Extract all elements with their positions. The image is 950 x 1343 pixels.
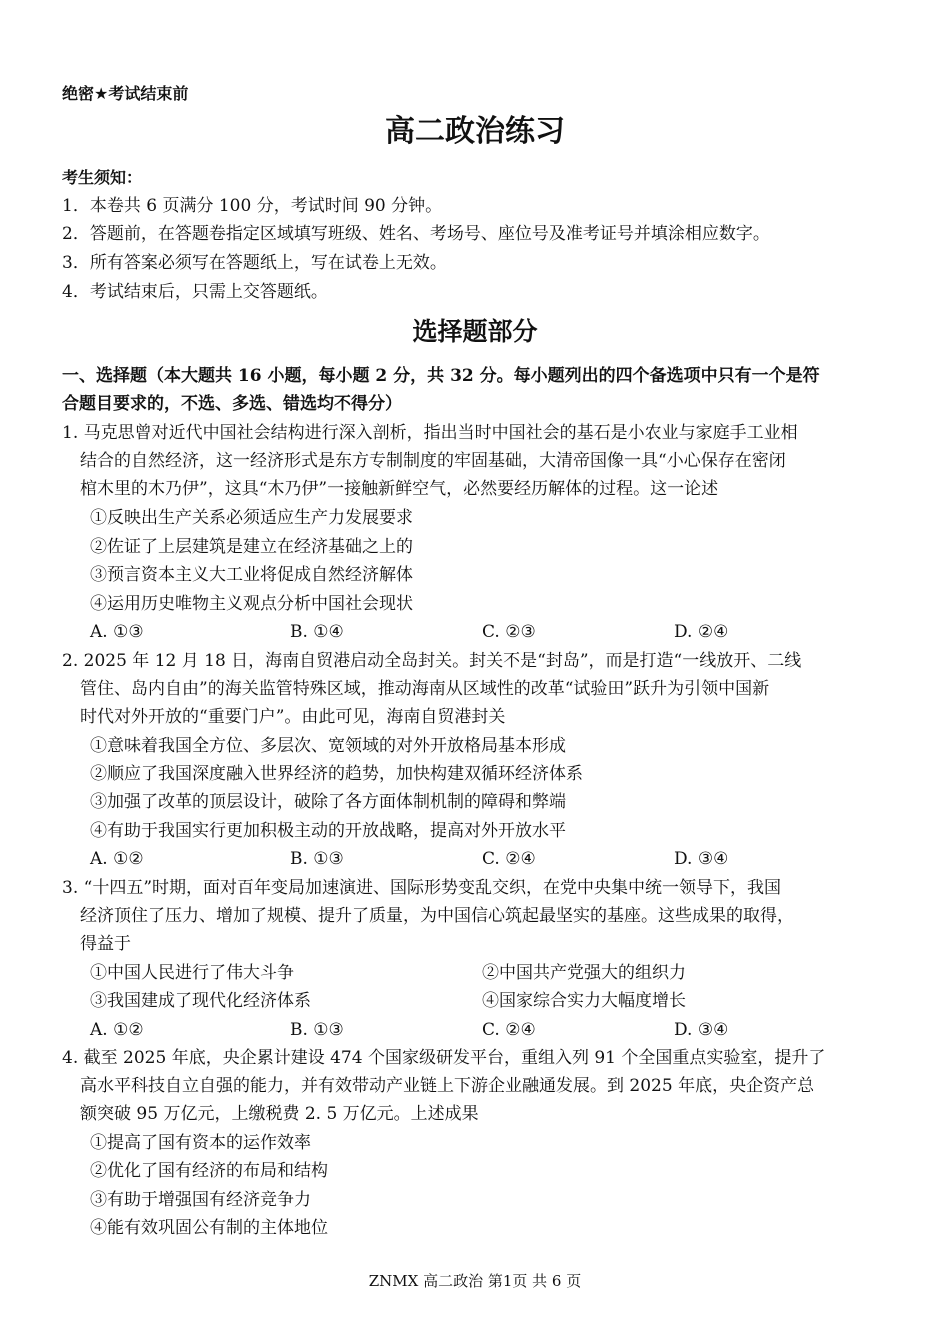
choice-a: A. ①③: [90, 622, 144, 642]
statement: ①提高了国有资本的运作效率: [90, 1133, 311, 1153]
choice-d: D. ③④: [674, 1020, 729, 1040]
statement: ④国家综合实力大幅度增长: [482, 991, 686, 1011]
question-stem: 3. “十四五”时期，面对百年变局加速演进、国际形势变乱交织，在党中央集中统一领导下，我国: [62, 878, 782, 898]
question-stem: 结合的自然经济，这一经济形式是东方专制制度的牢固基础，大清帝国像一具“小心保存在密闭: [80, 451, 786, 471]
statement: ①反映出生产关系必须适应生产力发展要求: [90, 508, 413, 528]
statement: ③我国建成了现代化经济体系: [90, 991, 311, 1011]
statement: ③有助于增强国有经济竞争力: [90, 1190, 311, 1210]
statement: ③加强了改革的顶层设计，破除了各方面体制机制的障碍和弊端: [90, 792, 566, 812]
statement: ①中国人民进行了伟大斗争: [90, 963, 294, 983]
notice-heading: 考生须知：: [62, 168, 143, 187]
notice-item: 1．本卷共 6 页满分 100 分，考试时间 90 分钟。: [62, 196, 443, 216]
statement: ②中国共产党强大的组织力: [482, 963, 686, 983]
choice-d: D. ③④: [674, 849, 729, 869]
section-instruction: 一、选择题（本大题共 16 小题，每小题 2 分，共 32 分。每小题列出的四个备选项中只有一个是符: [62, 366, 820, 386]
choice-a: A. ①②: [90, 849, 144, 869]
choice-b: B. ①③: [290, 849, 344, 869]
statement: ④能有效巩固公有制的主体地位: [90, 1218, 328, 1238]
question-stem: 高水平科技自立自强的能力，并有效带动产业链上下游企业融通发展。到 2025 年底，央企资产总: [80, 1076, 815, 1096]
choice-d: D. ②④: [674, 622, 729, 642]
notice-item: 2．答题前，在答题卷指定区域填写班级、姓名、考场号、座位号及准考证号并填涂相应数字。: [62, 224, 770, 244]
statement: ③预言资本主义大工业将促成自然经济解体: [90, 565, 413, 585]
page-footer: ZNMX 高二政治 第1页 共 6 页: [368, 1272, 582, 1290]
confidential-label: 绝密★考试结束前: [62, 84, 189, 103]
notice-item: 4．考试结束后，只需上交答题纸。: [62, 282, 328, 302]
question-stem: 2. 2025 年 12 月 18 日，海南自贸港启动全岛封关。封关不是“封岛”，而是打造“一线放开、二线: [62, 651, 802, 671]
page-title: 高二政治练习: [385, 114, 565, 149]
section-instruction: 合题目要求的，不选、多选、错选均不得分）: [62, 394, 402, 414]
statement: ①意味着我国全方位、多层次、宽领域的对外开放格局基本形成: [90, 736, 566, 756]
statement: ②顺应了我国深度融入世界经济的趋势，加快构建双循环经济体系: [90, 764, 583, 784]
question-stem: 经济顶住了压力、增加了规模、提升了质量，为中国信心筑起最坚实的基座。这些成果的取得，: [80, 906, 794, 926]
question-stem: 1. 马克思曾对近代中国社会结构进行深入剖析，指出当时中国社会的基石是小农业与家庭手工业相: [62, 423, 798, 443]
notice-item: 3．所有答案必须写在答题纸上，写在试卷上无效。: [62, 253, 447, 273]
choice-c: C. ②④: [482, 849, 536, 869]
section-title: 选择题部分: [412, 317, 538, 346]
question-stem: 时代对外开放的“重要门户”。由此可见，海南自贸港封关: [80, 707, 506, 727]
statement: ②优化了国有经济的布局和结构: [90, 1161, 328, 1181]
question-stem: 4. 截至 2025 年底，央企累计建设 474 个国家级研发平台，重组入列 91 个全国重点实验室，提升了: [62, 1048, 826, 1068]
statement: ②佐证了上层建筑是建立在经济基础之上的: [90, 537, 413, 557]
question-stem: 额突破 95 万亿元，上缴税费 2. 5 万亿元。上述成果: [80, 1104, 479, 1124]
choice-a: A. ①②: [90, 1020, 144, 1040]
choice-b: B. ①④: [290, 622, 344, 642]
choice-c: C. ②④: [482, 1020, 536, 1040]
statement: ④运用历史唯物主义观点分析中国社会现状: [90, 594, 413, 614]
statement: ④有助于我国实行更加积极主动的开放战略，提高对外开放水平: [90, 821, 566, 841]
question-stem: 管住、岛内自由”的海关监管特殊区域，推动海南从区域性的改革“试验田”跃升为引领中国新: [80, 679, 770, 699]
question-stem: 得益于: [80, 934, 131, 954]
choice-b: B. ①③: [290, 1020, 344, 1040]
choice-c: C. ②③: [482, 622, 536, 642]
question-stem: 棺木里的木乃伊”，这具“木乃伊”一接触新鲜空气，必然要经历解体的过程。这一论述: [80, 479, 719, 499]
